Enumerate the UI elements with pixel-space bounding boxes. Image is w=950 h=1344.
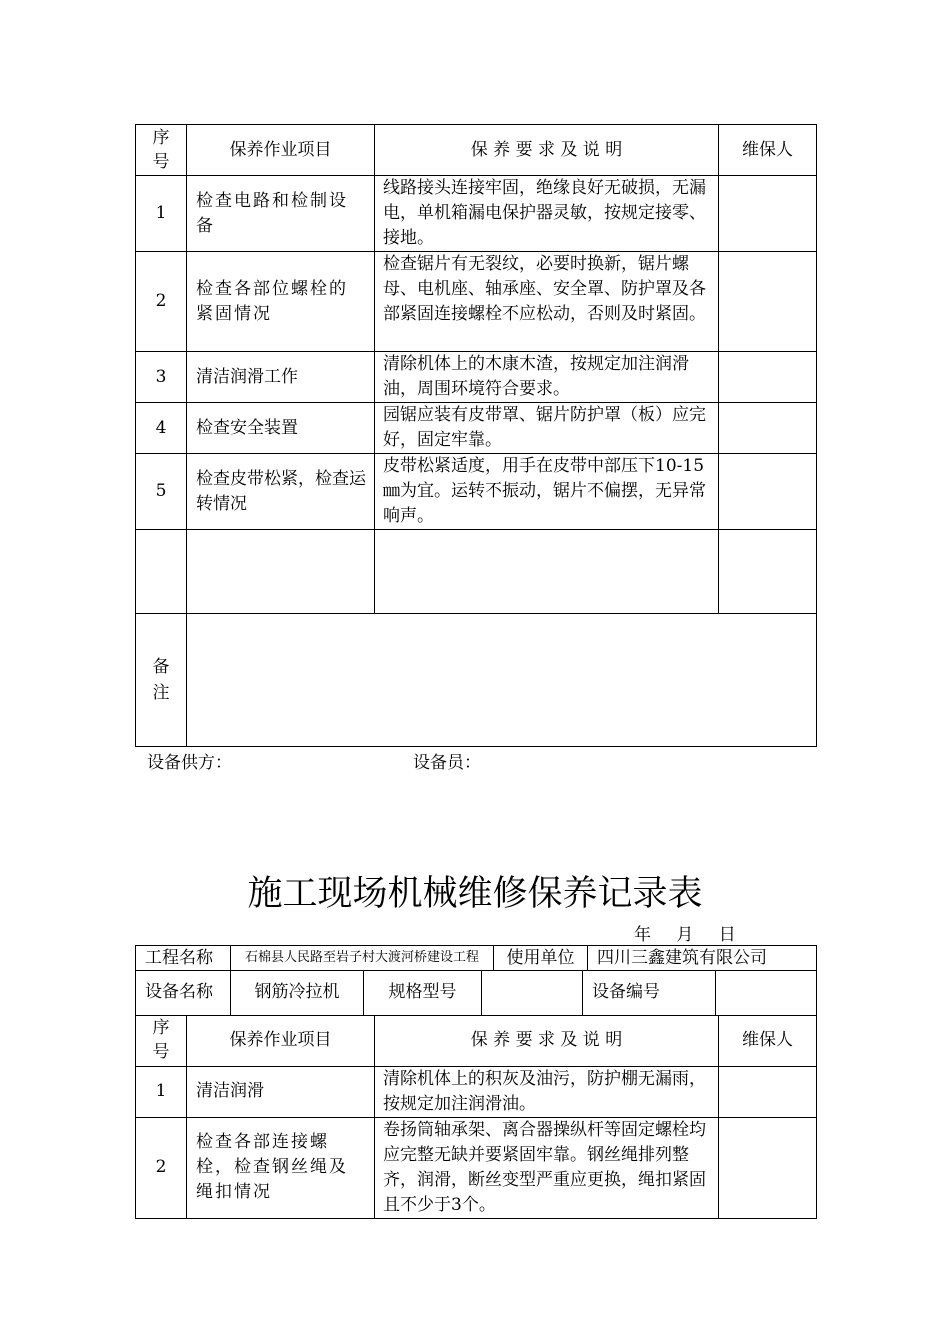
row-maintainer xyxy=(719,454,817,530)
row-maintainer xyxy=(719,176,817,252)
table-row xyxy=(136,1117,817,1218)
row-seq: 2 xyxy=(136,1117,187,1218)
date-line: 年 月 日 xyxy=(634,925,736,945)
table-row xyxy=(136,352,817,403)
row-maintainer xyxy=(719,1066,817,1117)
header-requirements: 保 养 要 求 及 说 明 xyxy=(375,1015,719,1066)
equipment-code-value xyxy=(716,970,817,1015)
header-maintainer: 维保人 xyxy=(719,125,817,176)
row-seq: 4 xyxy=(136,403,187,454)
row-seq: 2 xyxy=(136,252,187,352)
equipment-info-table xyxy=(135,945,817,971)
row-item: 清洁润滑工作 xyxy=(187,352,375,403)
maintenance-table-1 xyxy=(135,124,817,747)
table-row xyxy=(136,252,817,352)
table-row xyxy=(136,1066,817,1117)
row-seq: 5 xyxy=(136,454,187,530)
model-label: 规格型号 xyxy=(364,970,482,1015)
equipment-name-label: 设备名称 xyxy=(136,970,231,1015)
project-name-value: 石棉县人民路至岩子村大渡河桥建设工程 xyxy=(231,946,494,971)
row-item: 清洁润滑 xyxy=(187,1066,375,1117)
row-item: 检查安全装置 xyxy=(187,403,375,454)
equipment-name-value: 钢筋冷拉机 xyxy=(231,970,364,1015)
page-title: 施工现场机械维修保养记录表 xyxy=(247,874,703,914)
row-seq: 3 xyxy=(136,352,187,403)
empty-row xyxy=(136,530,817,614)
equipment-supplier-label: 设备供方： xyxy=(147,753,232,773)
row-maintainer xyxy=(719,252,817,352)
remarks-content xyxy=(187,614,817,747)
equipment-code-label: 设备编号 xyxy=(583,970,716,1015)
using-unit-value: 四川三鑫建筑有限公司 xyxy=(588,946,817,971)
row-item: 检查各部位螺栓的紧固情况 xyxy=(187,252,375,352)
equipment-spec-table xyxy=(135,970,817,1016)
remarks-label: 备注 xyxy=(152,657,170,703)
row-item: 检查各部连接螺栓，检查钢丝绳及绳扣情况 xyxy=(187,1117,375,1218)
row-requirements: 清除机体上的积灰及油污，防护棚无漏雨，按规定加注润滑油。 xyxy=(375,1066,719,1117)
header-maintainer: 维保人 xyxy=(719,1015,817,1066)
row-requirements: 卷扬筒轴承架、离合器操纵杆等固定螺栓均应完整无缺并要紧固牢靠。钢丝绳排列整齐，润滑，断丝变型严重应更换，绳扣紧固且不少于3个。 xyxy=(375,1117,719,1218)
header-seq: 序号 xyxy=(136,125,187,176)
row-item: 检查皮带松紧，检查运转情况 xyxy=(187,454,375,530)
maintenance-table-2 xyxy=(135,1015,817,1219)
header-item: 保养作业项目 xyxy=(187,1015,375,1066)
row-requirements: 清除机体上的木康木渣，按规定加注润滑油，周围环境符合要求。 xyxy=(375,352,719,403)
header-item: 保养作业项目 xyxy=(187,125,375,176)
row-requirements: 园锯应装有皮带罩、锯片防护罩（板）应完好，固定牢靠。 xyxy=(375,403,719,454)
header-seq: 序号 xyxy=(136,1015,187,1066)
row-seq: 1 xyxy=(136,1066,187,1117)
model-value xyxy=(482,970,583,1015)
equipment-keeper-label: 设备员： xyxy=(413,753,481,773)
remarks-label-cell xyxy=(136,614,187,747)
remarks-row xyxy=(136,614,817,747)
row-seq: 1 xyxy=(136,176,187,252)
row-requirements: 线路接头连接牢固，绝缘良好无破损，无漏电，单机箱漏电保护器灵敏，按规定接零、接地。 xyxy=(375,176,719,252)
using-unit-label: 使用单位 xyxy=(494,946,588,971)
table-row xyxy=(136,403,817,454)
row-maintainer xyxy=(719,403,817,454)
table-row xyxy=(136,176,817,252)
row-requirements: 检查锯片有无裂纹，必要时换新，锯片螺母、电机座、轴承座、安全罩、防护罩及各部紧固连接螺栓不应松动，否则及时紧固。 xyxy=(375,252,719,352)
row-maintainer xyxy=(719,1117,817,1218)
project-name-label: 工程名称 xyxy=(136,946,231,971)
table-row xyxy=(136,454,817,530)
row-item: 检查电路和检制设备 xyxy=(187,176,375,252)
row-requirements: 皮带松紧适度，用手在皮带中部压下10-15㎜为宜。运转不振动，锯片不偏摆，无异常响声。 xyxy=(375,454,719,530)
row-maintainer xyxy=(719,352,817,403)
header-requirements: 保 养 要 求 及 说 明 xyxy=(375,125,719,176)
